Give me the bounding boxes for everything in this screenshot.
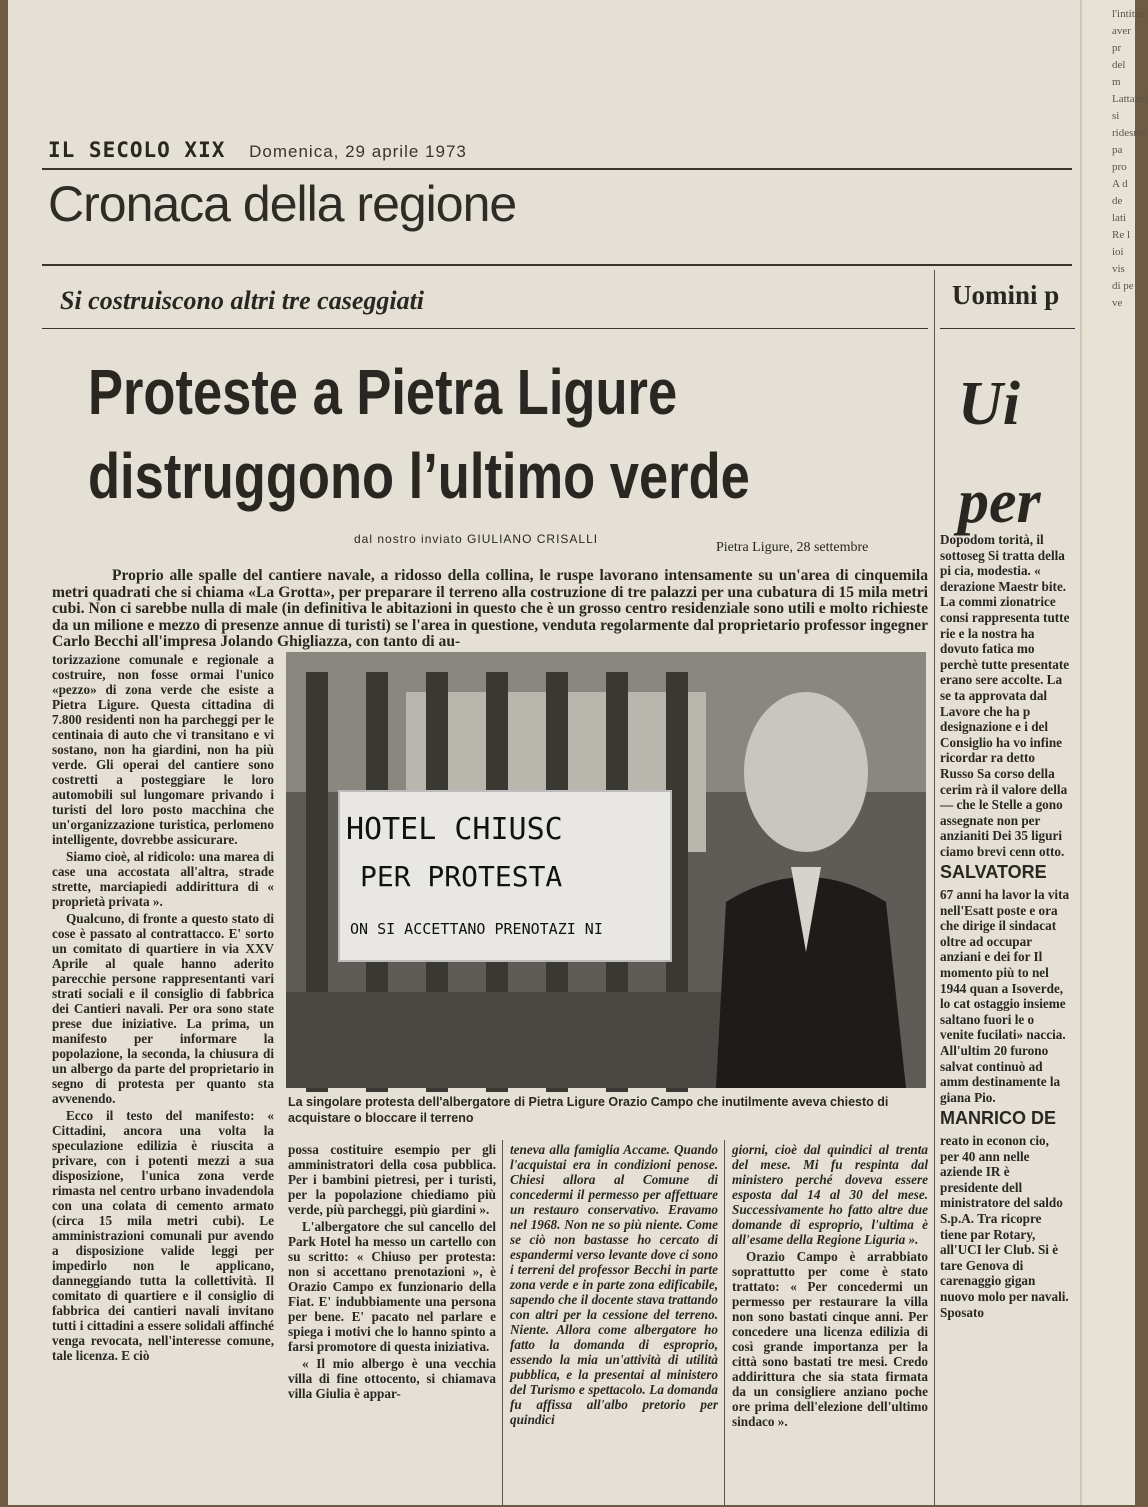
article-column-3 — [510, 1142, 718, 1505]
headline-line-2: distruggono l’ultimo verde — [88, 440, 750, 512]
protest-sign — [338, 790, 672, 962]
article-column-1 — [52, 652, 274, 1505]
column-divider — [724, 1140, 725, 1505]
side-article-headline — [958, 355, 1041, 551]
column-2-paragraph: L'albergatore che sul cancello del Park Hotel ha messo un cartello con su scritto: « Chiuso per protesta: non si accettano prenotazioni », è Orazio Campo ex funzionario della Fiat. E' indubbiamente una persona per bene. E' pacato nel parlare e spiega i motivi che lo hanno spinto a farsi promotore di questa iniziativa. — [288, 1219, 496, 1354]
issue-date: Domenica, 29 aprile 1973 — [249, 142, 467, 161]
section-title: Cronaca della regione — [48, 176, 517, 232]
column-2-paragraph: possa costituire esempio per gli amministratori della cosa pubblica. Per i bambini pietresi, per i turisti, per la popolazione chiediamo più verde, più parcheggi, più giardini ». — [288, 1142, 496, 1217]
article-headline — [88, 350, 777, 518]
column-1-paragraph: torizzazione comunale e regionale a costruire, non fosse ormai l'unico «pezzo» di zona verde che esiste a Pietra Ligure. Questa cittadina di 7.800 residenti non ha parcheggi per le centinaia di auto che vi transitano e vi sostano, non ha giardini, non ha più verde. Gli operai del cantiere sono costretti a posteggiare le loro automobili sul lungomare privando i turisti del loro posto macchina che un'organizzazione turistica, perlomeno intelligente, dovrebbe assicurare. — [52, 652, 274, 847]
sign-line-3: ON SI ACCETTANO PRENOTAZI NI — [350, 920, 603, 938]
side-name-2: MANRICO DE — [940, 1108, 1056, 1129]
column-4-paragraph: giorni, cioè dal quindici al trenta del mese. Mi fu respinta dal ministero perché doveva essere esposta dal 14 al 30 del mese. Successivamente ho fatto altre due domande di esproprio, l'ultima è all'esame della Regione Liguria ». — [732, 1142, 928, 1247]
column-4-paragraph: Orazio Campo è arrabbiato soprattutto per come è stato trattato: « Per concedermi un permesso per restaurare la villa non sono bastati cinque anni. Per concedere una licenza edilizia di così grande importanza per la città sono bastati tre mesi. Credo addirittura che sia stata firmata da un consigliere anziano poche ore prima dell'elezione dell'ultimo sindaco ». — [732, 1249, 928, 1429]
side-article-title: Uomini p — [952, 280, 1060, 310]
side-headline-line-1: Ui — [958, 370, 1020, 438]
sign-line-1: HOTEL CHIUSC — [346, 812, 563, 847]
dateline: Pietra Ligure, 28 settembre — [716, 540, 869, 555]
column-1-paragraph: Qualcuno, di fronte a questo stato di cose è passato al contrattacco. E' sorto un comitato di quartiere in via XXV Aprile al quale hanno aderito parecchie persone rappresentanti vari strati sociali e il consiglio di fabbrica dei Cantieri navali. Per ora sono state prese due iniziative. La prima, un manifesto per informare la popolazione, la seconda, la chiusura di un albergo da parte del proprietario in segno di protesta per quanto sta avvenendo. — [52, 911, 274, 1106]
column-divider — [934, 270, 935, 1505]
article-column-2 — [288, 1142, 496, 1505]
column-1-paragraph: Siamo cioè, al ridicolo: una marea di case una accostata all'altra, strade strette, marciapiedi addirittura di « proprietà privata ». — [52, 849, 274, 909]
article-lede: Proprio alle spalle del cantiere navale, a ridosso della collina, le ruspe lavorano intensamente su un'area di cinquemila metri quadrati che si chiama «La Grotta», per preparare il terreno alla costruzione di tre palazzi per una cubatura di 15 mila metri cubi. Non ci sarebbe nulla di male (in definitiva le abitazioni in questo che è un grosso centro residenziale sono utili e molto richieste da un milione e mezzo di presenze annue di turisti) se l'area in questione, venduta regolarmente dal proprietario professor ingegner Carlo Becchi all'impresa Jolando Ghigliazza, con tanto di au- — [52, 567, 928, 651]
masthead-rule — [42, 168, 1072, 170]
sign-line-2: PER PROTESTA — [360, 860, 563, 893]
masthead — [48, 138, 467, 163]
article-column-4 — [732, 1142, 928, 1505]
side-headline-line-2: per — [958, 468, 1041, 536]
newspaper-name: IL SECOLO XIX — [48, 138, 226, 162]
column-3-paragraph: teneva alla famiglia Accame. Quando l'acquistai era in condizioni penose. Chiesi allora al Comune di concedermi il permesso per affettuare un restauro conservativo. Eravamo nel 1968. Non ne so più niente. Come se ciò non bastasse ho cercato di espandermi verso levante dove ci sono i terreni del professor Becchi in parte zona verde e in parte zona edificabile, sapendo che il docente stava trattando con altri per la cessione del terreno. Niente. Allora come albergatore ho fatto la domanda di esproprio, essendo la mia un'attività di utilità pubblica, e la presentai al ministero del Turismo e spettacolo. La domanda fu affissa all'albo pretorio per quindici — [510, 1142, 718, 1427]
column-2-paragraph: « Il mio albergo è una vecchia villa di fine ottocento, si chiamava villa Giulia è appar- — [288, 1356, 496, 1401]
article-photo — [286, 652, 926, 1088]
column-1-paragraph: Ecco il testo del manifesto: « Cittadini, ancora una volta la speculazione edilizia è riuscita a privare, con i potenti mezzi a sua disposizione, l'unica zona verde rimasta nel centro urbano invadendola con una colata di cemento armato (circa 15 mila metri cubi). Le amministrazioni comunali pur avendo a disposizione valide leggi per impedirlo non le applicano, danneggiando tutta la collettività. Il comitato di quartiere e il consiglio di fabbrica dei cantieri navali invitano tutti i cittadini a essere solidali affinché venga revocata, nell'interesse comune, tale licenza. E ciò — [52, 1108, 274, 1363]
side-name-1: SALVATORE — [940, 862, 1047, 883]
side-text-3: reato in econon cio, per 40 ann nelle aziende IR è presidente dell ministratore del saldo S.p.A. Tra ricopre tiene par Rotary, all'UCI ler Club. Si è tare Genova di carenaggio gigan nuovo molo per navali. Sposato — [940, 1132, 1069, 1320]
headline-line-1: Proteste a Pietra Ligure — [88, 356, 678, 428]
kicker-rule — [42, 328, 928, 329]
article-kicker: Si costruiscono altri tre caseggiati — [60, 286, 425, 315]
side-text-1: Dopodom torità, il sottoseg Si tratta della pi cia, modestia. « derazione Maestr bite. La commi zionatrice consi rappresenta tutte rie e la nostra ha dovuto fatica mo perchè tutte presentate erano sere accolte. La se ta approvata dal Lavore che ha p designazione e i del Consiglio ha vo infine ricordar ra detto Russo Sa corso della cerim rà il valore della — che le Stelle a gono assegnate non per anzianiti Dei 35 liguri ciamo brevi cenn otto. — [940, 532, 1070, 859]
byline: dal nostro inviato GIULIANO CRISALLI — [354, 532, 599, 546]
column-divider — [502, 1140, 503, 1505]
side-article-text — [940, 532, 1070, 1507]
side-kicker-rule — [940, 328, 1075, 329]
section-rule — [42, 264, 1072, 266]
photo-caption: La singolare protesta dell'albergatore di Pietra Ligure Orazio Campo che inutilmente aveva chiesto di acquistare o bloccare il terreno — [288, 1095, 889, 1125]
adjacent-page-strip: l'intitoz aver pr del m Lattanzi si ridesme pa pro A d de lati Re l ioi vis di pe ve — [1080, 0, 1135, 1505]
side-text-2: 67 anni ha lavor la vita nell'Esatt poste e ora che dirige il sindacat oltre ad occupar anziani e dei for Il momento più to nel 1944 quan a Isoverde, lo cat ostaggio insieme saltano fuori le o venite fucilati» naccia. All'ultim 20 furono salvat continuò ad amm destinamente la giana Pio. — [940, 887, 1070, 1105]
